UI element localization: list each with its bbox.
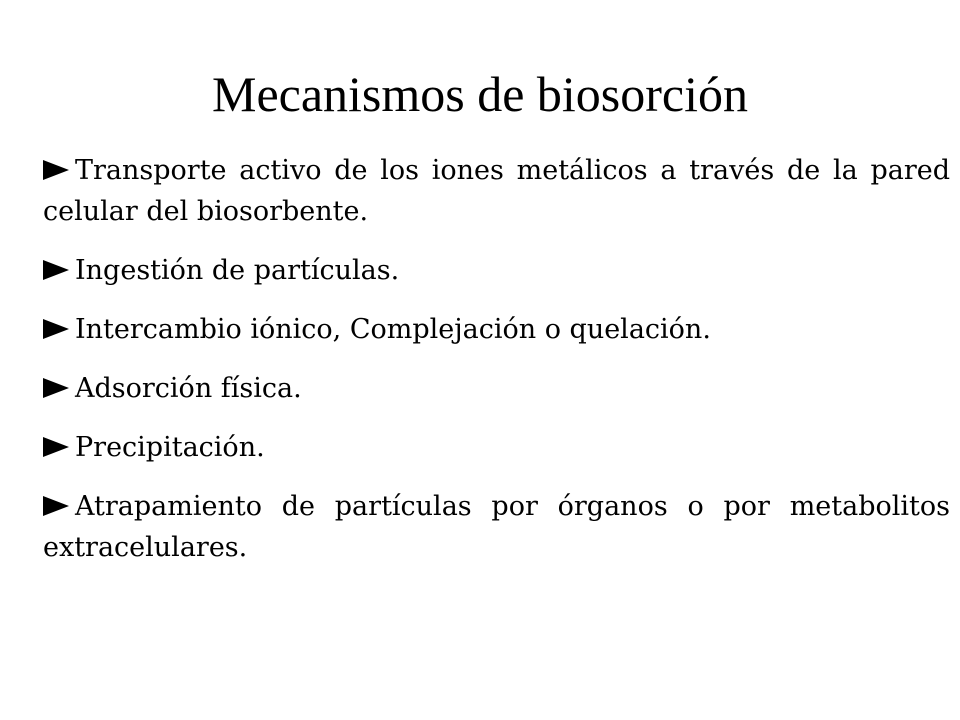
bullet-item xyxy=(43,486,950,568)
bullet-text: Precipitación. xyxy=(75,432,265,463)
right-triangle-bullet-icon xyxy=(43,378,69,398)
bullet-text: Intercambio iónico, Complejación o quelación. xyxy=(75,314,711,345)
right-triangle-bullet-icon xyxy=(43,319,69,339)
bullet-text: Ingestión de partículas. xyxy=(75,255,400,286)
bullet-item xyxy=(43,250,950,291)
right-triangle-bullet-icon xyxy=(43,496,69,516)
bullet-list xyxy=(43,150,950,586)
bullet-text: Adsorción física. xyxy=(75,373,302,404)
slide-title: Mecanismos de biosorción xyxy=(211,66,748,122)
right-triangle-bullet-icon xyxy=(43,437,69,457)
right-triangle-bullet-icon xyxy=(43,260,69,280)
bullet-item xyxy=(43,150,950,232)
bullet-text: Atrapamiento de partículas por órganos o por metabolitos extracelulares. xyxy=(43,491,950,563)
bullet-item xyxy=(43,427,950,468)
bullet-text: Transporte activo de los iones metálicos a través de la pared celular del biosorbente. xyxy=(43,155,950,227)
bullet-item xyxy=(43,368,950,409)
bullet-item xyxy=(43,309,950,350)
right-triangle-bullet-icon xyxy=(43,160,69,180)
